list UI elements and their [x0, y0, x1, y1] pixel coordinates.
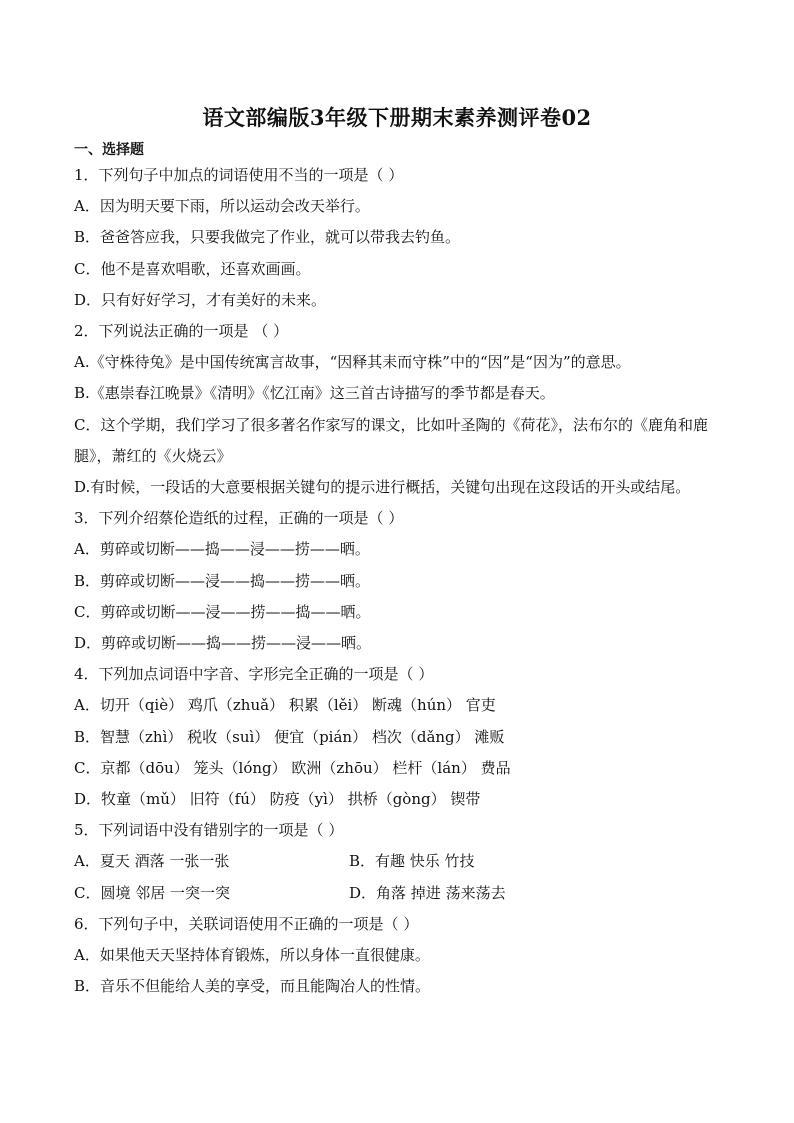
question-5-stem: 5．下列词语中没有错别字的一项是（ ） [74, 821, 344, 840]
question-6-stem: 6．下列句子中，关联词语使用不正确的一项是（ ） [74, 914, 419, 933]
question-3-option-d: D．剪碎或切断——捣——捞——浸——晒。 [74, 634, 372, 653]
question-2-stem: 2．下列说法正确的一项是 （ ） [74, 322, 289, 341]
question-6-option-b: B．音乐不但能给人美的享受，而且能陶冶人的性情。 [74, 977, 431, 996]
question-4-option-d: D．牧童（mǔ） 旧符（fú） 防疫（yì） 拱桥（gòng） 锲带 [74, 790, 481, 809]
question-5-option-b: B．有趣 快乐 竹技 [349, 852, 475, 871]
question-3-option-c: C．剪碎或切断——浸——捞——捣——晒。 [74, 602, 371, 621]
question-4-option-a: A．切开（qiè） 鸡爪（zhuǎ） 积累（lěi） 断魂（hún） 官吏 [74, 696, 496, 715]
section-heading: 一、选择题 [74, 142, 144, 158]
question-5-options-row-2 [74, 878, 734, 909]
question-1-option-d: D．只有好好学习，才有美好的未来。 [74, 290, 327, 309]
document-title: 语文部编版3年级下册期末素养测评卷02 [202, 105, 592, 130]
question-1-option-a: A．因为明天要下雨，所以运动会改天举行。 [74, 197, 370, 216]
question-4-stem: 4．下列加点词语中字音、字形完全正确的一项是（ ） [74, 665, 434, 684]
question-1-stem: 1．下列句子中加点的词语使用不当的一项是（ ） [74, 166, 404, 184]
question-4-option-c: C．京都（dōu） 笼头（lóng） 欧洲（zhōu） 栏杆（lán） 费品 [74, 758, 511, 777]
question-5-options-row-1 [74, 846, 734, 877]
question-3-stem: 3．下列介绍蔡伦造纸的过程，正确的一项是（ ） [74, 509, 404, 528]
question-1-option-b: B．爸爸答应我，只要我做完了作业，就可以带我去钓鱼。 [74, 228, 461, 247]
question-3-option-b: B．剪碎或切断——浸——捣——捞——晒。 [74, 571, 371, 590]
question-list [74, 160, 734, 1002]
question-1-option-c: C．他不是喜欢唱歌，还喜欢画画。 [74, 259, 311, 278]
question-4-option-b: B．智慧（zhì） 税收（suì） 便宜（pián） 档次（dǎng） 滩贩 [74, 727, 505, 746]
question-5-option-c: C．圆境 邻居 一突一突 [74, 883, 231, 902]
question-2-option-d: D.有时候，一段话的大意要根据关键句的提示进行概括，关键句出现在这段话的开头或结尾。 [74, 478, 691, 497]
question-2-option-a: A.《守株待兔》是中国传统寓言故事，“因释其耒而守株”中的“因”是“因为”的意思。 [74, 353, 631, 372]
question-5-option-a: A．夏天 酒落 一张一张 [74, 852, 230, 871]
question-3-option-a: A．剪碎或切断——捣——浸——捞——晒。 [74, 540, 370, 559]
question-2-option-c: C．这个学期，我们学习了很多著名作家写的课文，比如叶圣陶的《荷花》，法布尔的《鹿角和鹿腿》，萧红的《火烧云》 [74, 415, 708, 465]
question-6-option-a: A．如果他天天坚持体育锻炼，所以身体一直很健康。 [74, 946, 430, 965]
question-5-option-d: D．角落 掉进 荡来荡去 [349, 883, 506, 902]
question-2-option-b: B.《惠崇春江晚景》《清明》《忆江南》这三首古诗描写的季节都是春天。 [74, 384, 555, 403]
